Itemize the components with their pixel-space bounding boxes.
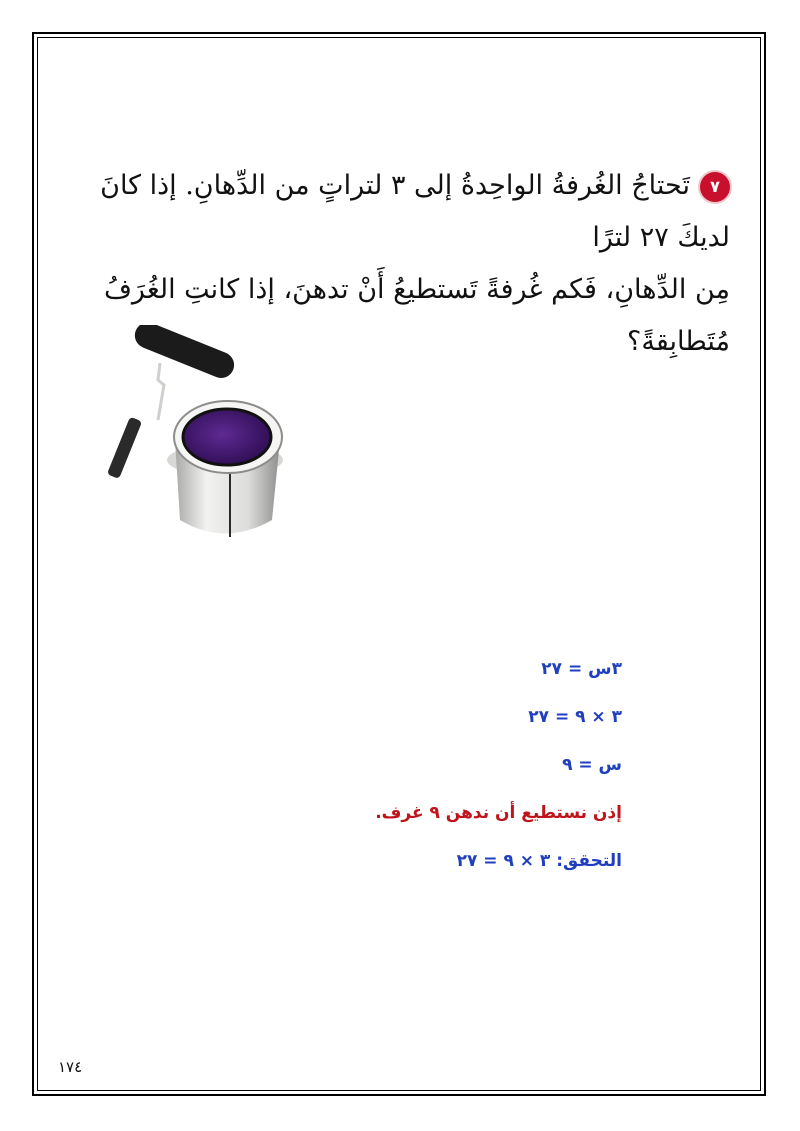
- question-line-1: [90, 160, 730, 264]
- question-line-2: مِن الدِّهانِ، فَكم غُرفةً تَستطيعُ أَنْ تدهنَ، إذا كانتِ الغُرَفُ مُتَطابِقةً؟: [103, 274, 730, 357]
- roller-frame: [158, 363, 164, 420]
- solution-equation-1: ٣س = ٢٧: [541, 659, 622, 679]
- paint-surface: [183, 409, 271, 465]
- solution-check: التحقق: ٣ × ٩ = ٢٧: [456, 851, 622, 871]
- solution-conclusion: إذن نستطيع أن ندهن ٩ غرف.: [375, 803, 622, 823]
- roller-cylinder: [131, 325, 238, 382]
- question-line-1-text: تَحتاجُ الغُرفةُ الواحِدةُ إلى ٣ لتراتٍ من الدِّهانِ. إذا كانَ لديكَ ٢٧ لترًا: [100, 170, 730, 253]
- paint-roller-and-can-image: [100, 325, 300, 550]
- page-number: ١٧٤: [58, 1058, 83, 1076]
- roller-handle: [107, 417, 142, 479]
- solution-block: [360, 655, 622, 895]
- solution-equation-3: س = ٩: [562, 755, 622, 775]
- question-number-badge: ٧: [700, 172, 730, 202]
- solution-equation-2: ٣ × ٩ = ٢٧: [528, 707, 622, 727]
